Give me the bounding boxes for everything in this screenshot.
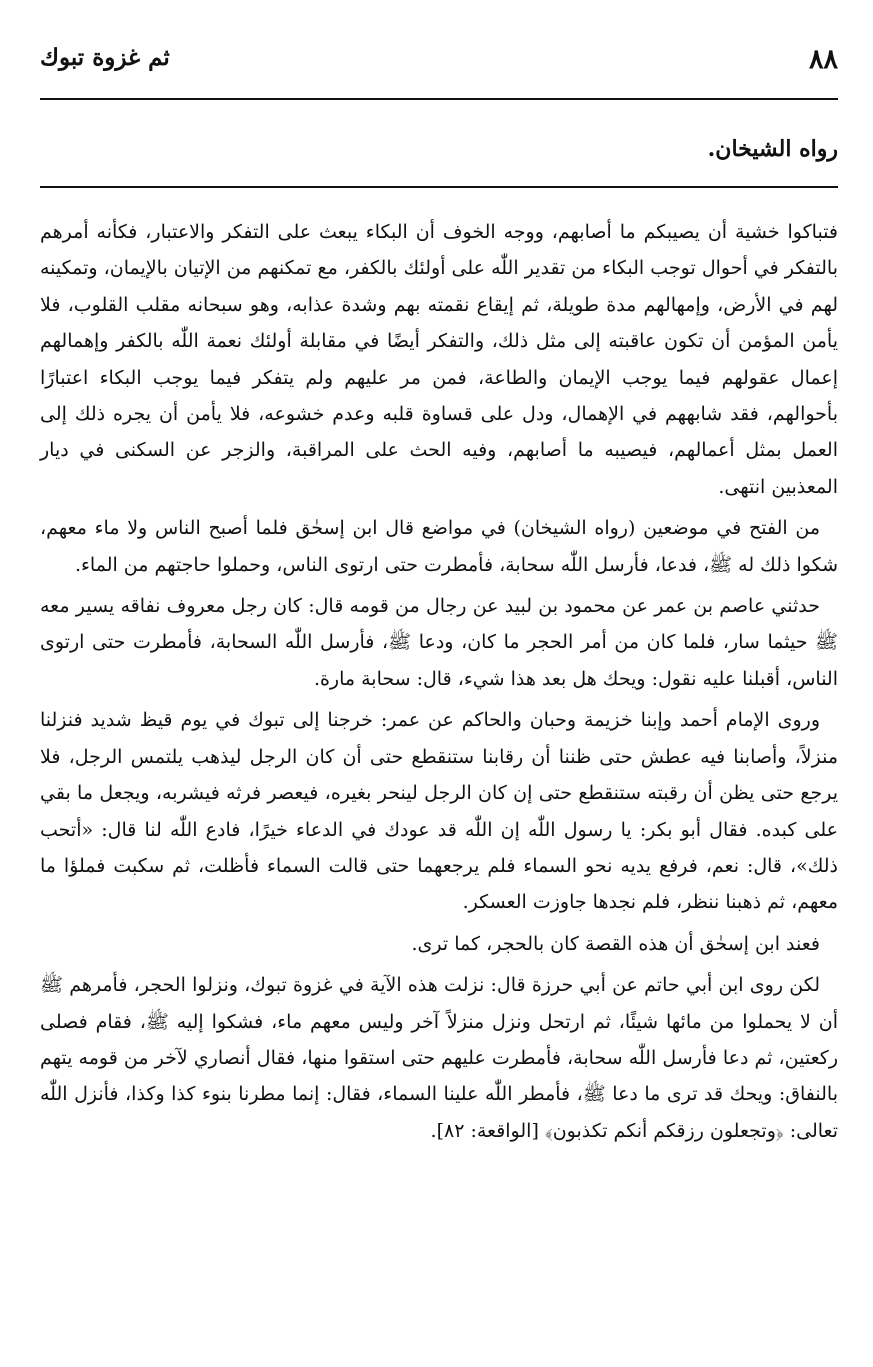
paragraph: من الفتح في موضعين (رواه الشيخان) في مواضع قال ابن إسحٰق فلما أصبح الناس ولا ماء معهم، شكوا ذلك له ﷺ، فدعا، فأرسل اللّٰه سحابة، فأمطرت حتى ارتوى الناس، وحملوا حاجتهم من الماء. (40, 517, 838, 576)
running-title: ثم غزوة تبوك (40, 44, 170, 71)
paragraph: وروى الإمام أحمد وإبنا خزيمة وحبان والحاكم عن عمر: خرجنا إلى تبوك في يوم قيظ شديد فنزلنا منزلاً، وأصابنا فيه عطش حتى ظننا أن رقابنا ستنقطع حتى أن كان الرجل ليذهب يلتمس الرجل، فلا يرجع حتى يظن أن رقبته ستنقطع حتى إن كان الرجل لينحر بغيره، فيعصر فرثه فيشربه، ويجعل ما بقي على كبده. فقال أبو بكر: يا رسول اللّٰه إن اللّٰه قد عودك في الدعاء خيرًا، فادع اللّٰه لنا قال: «أتحب ذلك»، قال: نعم، فرفع يديه نحو السماء فلم يرجعهما حتى قالت السماء فأظلت، ثم سكبت فملؤا ما معهم، ثم ذهبنا ننظر، فلم نجدها جاوزت العسكر. (40, 709, 838, 914)
header-divider (40, 98, 838, 100)
section-divider (40, 186, 838, 188)
body-text (40, 214, 838, 1154)
page-number: ٨٨ (808, 44, 838, 75)
paragraph: فتباكوا خشية أن يصيبكم ما أصابهم، ووجه الخوف أن البكاء يبعث على التفكر والاعتبار، فكأنه أمرهم بالتفكر في أحوال توجب البكاء من تقدير اللّٰه على أولئك بالكفر، مع تمكنهم من الإتيان بالإيمان، وتمكينه لهم في الأرض، وإمهالهم مدة طويلة، ثم إيقاع نقمته بهم وشدة عذابه، وهو سبحانه مقلب القلوب، فلا يأمن المؤمن أن تكون عاقبته إلى مثل ذلك، والتفكر أيضًا في مقابلة أولئك نعمة اللّٰه بالكفر وإهمالهم إعمال عقولهم فيما يوجب الإيمان والطاعة، فمن مر عليهم ولم يتفكر فيما يوجب البكاء اعتبارًا بأحوالهم، فقد شابههم في الإهمال، ودل على قساوة قلبه وعدم خشوعه، فلا يأمن أن يجره ذلك إلى العمل بمثل أعمالهم، فيصيبه ما أصابهم، وفيه الحث على المراقبة، والزجر عن السكنى في ديار المعذبين انتهى. (40, 221, 838, 498)
paragraph: حدثني عاصم بن عمر عن محمود بن لبيد عن رجال من قومه قال: كان رجل معروف نفاقه يسير معه ﷺ حيثما سار، فلما كان من أمر الحجر ما كان، ودعا ﷺ، فأرسل اللّٰه السحابة، فأمطرت حتى ارتوى الناس، أقبلنا عليه نقول: ويحك هل بعد هذا شيء، قال: سحابة مارة. (40, 595, 838, 690)
top-note: رواه الشيخان. (707, 136, 838, 162)
page-header (40, 44, 838, 84)
paragraph: لكن روى ابن أبي حاتم عن أبي حرزة قال: نزلت هذه الآية في غزوة تبوك، ونزلوا الحجر، فأمرهم ﷺ أن لا يحملوا من مائها شيئًا، ثم ارتحل ونزل منزلاً آخر وليس معهم ماء، فشكوا إليه ﷺ، فقام فصلى ركعتين، ثم دعا فأرسل اللّٰه سحابة، فأمطرت عليهم حتى استقوا منها، فقال أنصاري لآخر من قومه يتهم بالنفاق: ويحك قد ترى ما دعا ﷺ، فأمطر اللّٰه علينا السماء، فقال: إنما مطرنا بنوء كذا وكذا، فأنزل اللّٰه تعالى: ﴿وتجعلون رزقكم أنكم تكذبون﴾ [الواقعة: ٨٢]. (40, 974, 838, 1142)
paragraph: فعند ابن إسحٰق أن هذه القصة كان بالحجر، كما ترى. (411, 932, 820, 955)
